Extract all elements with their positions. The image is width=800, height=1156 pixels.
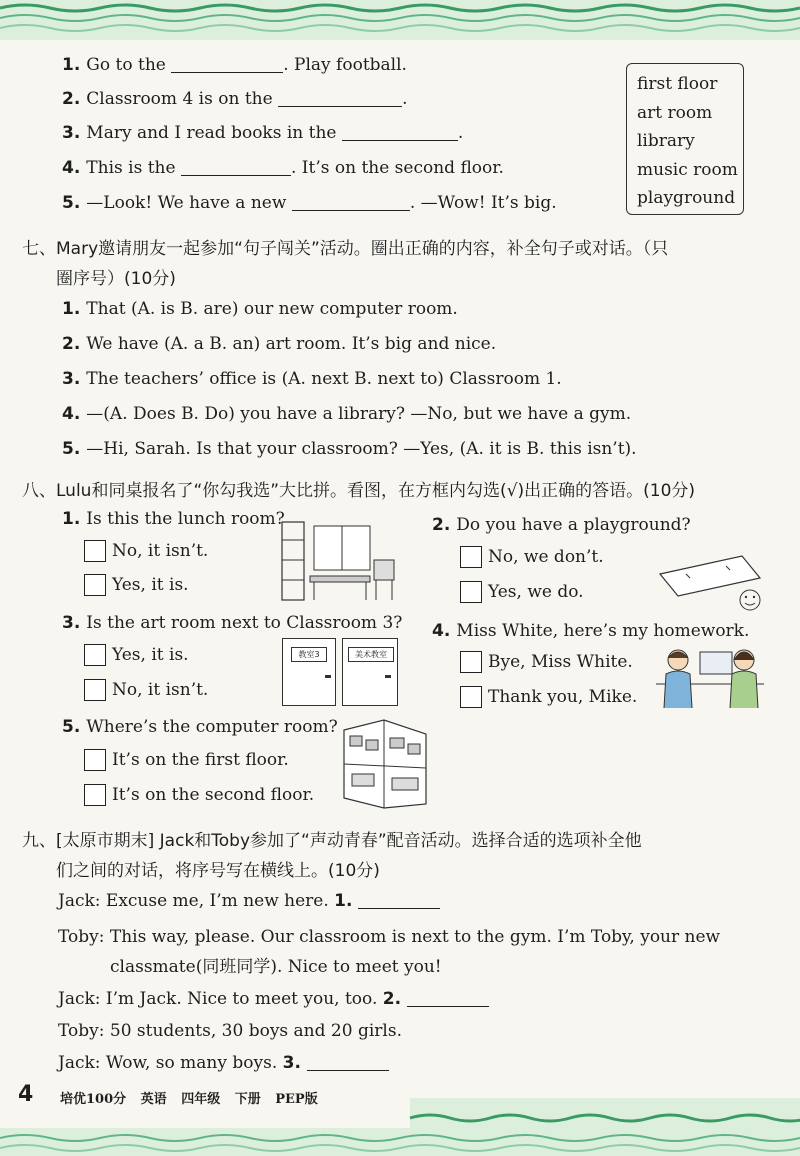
item-text: Go to the [86,55,166,75]
lunch-room-illustration [280,520,400,602]
checkbox[interactable] [84,679,106,701]
dialogue-line-6 [58,1052,389,1074]
item-number: 1. [62,509,81,529]
dialogue-line-5: Toby: 50 students, 30 boys and 20 girls. [58,1021,402,1041]
item-text-after: . —Wow! It’s big. [409,193,557,213]
word-bank-item: music room [637,159,738,180]
item-text: —(A. Does B. Do) you have a library? —No, but we have a gym. [86,404,632,424]
item-number: 4. [62,158,81,178]
section-title-line: 九、[太原市期末] Jack和Toby参加了“声动青春”配音活动。选择合适的选项补全他 [22,831,642,851]
door-right [342,638,398,706]
item-text: —Hi, Sarah. Is that your classroom? —Yes, (A. it is B. this isn’t). [86,439,637,459]
answer-blank[interactable] [278,88,402,107]
answer-blank[interactable] [358,890,440,909]
door-sign: 美术教室 [348,647,394,662]
s6-item-5 [62,192,557,214]
section-title-line: 八、Lulu和同桌报名了“你勾我选”大比拼。看图，在方框内勾选(√)出正确的答语。(10分) [22,481,696,501]
s6-item-1 [62,54,407,76]
s7-item-2 [62,333,496,355]
checkbox[interactable] [84,749,106,771]
item-number: 3. [62,613,81,633]
s8-q5 [62,716,338,738]
question-text: Is this the lunch room? [86,509,285,529]
item-number: 5. [62,193,81,213]
footer-text: 培优100分 英语 四年级 下册 PEP版 [60,1092,318,1107]
item-number: 3. [62,123,81,143]
item-number: 2. [62,334,81,354]
option-text: Yes, we do. [488,582,584,602]
option-text: Yes, it is. [112,645,189,665]
item-text-after: . Play football. [283,55,407,75]
s8-q3 [62,612,402,634]
playground-illustration [656,552,766,612]
checkbox[interactable] [84,784,106,806]
item-text: Classroom 4 is on the [86,89,273,109]
item-text: —Look! We have a new [86,193,287,213]
item-text-after: . [402,89,408,109]
s8-q4 [432,620,749,642]
checkbox[interactable] [84,574,106,596]
section-title-line: 七、Mary邀请朋友一起参加“句子闯关”活动。圈出正确的内容，补全句子或对话。（只 [22,239,669,259]
page-number: 4 [18,1082,34,1107]
item-number: 2. [432,515,451,535]
item-text: We have (A. a B. an) art room. It’s big and nice. [86,334,497,354]
option-text: No, it isn’t. [112,541,209,561]
section-8-title [22,476,780,506]
option-text: Yes, it is. [112,575,189,595]
section-title-line: 们之间的对话，将序号写在横线上。(10分) [56,861,380,881]
top-decorative-band [0,0,800,40]
section-7-title [22,234,780,294]
word-bank [626,63,744,215]
dialogue-text: Jack: Excuse me, I’m new here. [58,891,329,911]
checkbox[interactable] [84,644,106,666]
doors-illustration [282,638,400,708]
dialogue-line-1 [58,890,440,912]
item-number: 1. [62,299,81,319]
blank-number: 1. [334,891,353,911]
homework-illustration [656,644,764,710]
dialogue-line-4 [58,988,489,1010]
checkbox[interactable] [460,686,482,708]
item-text: Mary and I read books in the [86,123,337,143]
word-bank-item: playground [637,188,736,208]
checkbox[interactable] [84,540,106,562]
question-text: Miss White, here’s my homework. [456,621,750,641]
s7-item-1 [62,298,458,320]
option-text: It’s on the second floor. [112,785,315,805]
option-text: No, we don’t. [488,547,604,567]
option-text: No, it isn’t. [112,680,209,700]
question-text: Where’s the computer room? [86,717,338,737]
question-text: Do you have a playground? [456,515,691,535]
item-text: This is the [86,158,176,178]
item-number: 5. [62,439,81,459]
answer-blank[interactable] [292,192,410,211]
option-text: Bye, Miss White. [488,652,633,672]
dialogue-line-2: Toby: This way, please. Our classroom is next to the gym. I’m Toby, your new [58,927,721,947]
item-text-after: . [457,123,464,143]
blank-number: 3. [282,1053,301,1073]
checkbox[interactable] [460,581,482,603]
answer-blank[interactable] [342,122,458,141]
checkbox[interactable] [460,546,482,568]
s8-q1 [62,508,285,530]
answer-blank[interactable] [407,988,489,1007]
s6-item-4 [62,157,504,179]
word-bank-item: first floor [637,74,718,94]
s7-item-4 [62,403,631,425]
blank-number: 2. [382,989,402,1009]
s6-item-3 [62,122,463,144]
s8-q2 [432,514,691,536]
item-number: 3. [62,369,81,389]
word-bank-item: art room [637,102,713,123]
checkbox[interactable] [460,651,482,673]
option-text: It’s on the first floor. [112,750,289,770]
section-9-title [22,826,780,886]
word-bank-item: library [637,131,695,151]
question-text: Is the art room next to Classroom 3? [86,613,403,633]
item-number: 1. [62,55,81,75]
dialogue-text: Jack: Wow, so many boys. [58,1053,278,1073]
dialogue-text: Jack: I’m Jack. Nice to meet you, too. [58,989,378,1009]
item-number: 5. [62,717,81,737]
answer-blank[interactable] [307,1052,389,1071]
dialogue-line-3: classmate(同班同学). Nice to meet you! [110,957,442,977]
option-text: Thank you, Mike. [488,687,638,707]
building-floors-illustration [340,718,430,810]
item-text: That (A. is B. are) our new computer room. [86,299,458,319]
s7-item-5 [62,438,637,460]
section-title-line: 圈序号）(10分) [56,269,176,289]
s6-item-2 [62,88,407,110]
item-number: 4. [432,621,451,641]
item-number: 4. [62,404,81,424]
item-number: 2. [62,89,81,109]
item-text-after: . It’s on the second floor. [290,158,504,178]
answer-blank[interactable] [171,54,283,73]
answer-blank[interactable] [181,157,291,176]
door-left [282,638,336,706]
s7-item-3 [62,368,562,390]
item-text: The teachers’ office is (A. next B. next to) Classroom 1. [86,369,562,389]
door-sign: 教室3 [291,647,327,662]
